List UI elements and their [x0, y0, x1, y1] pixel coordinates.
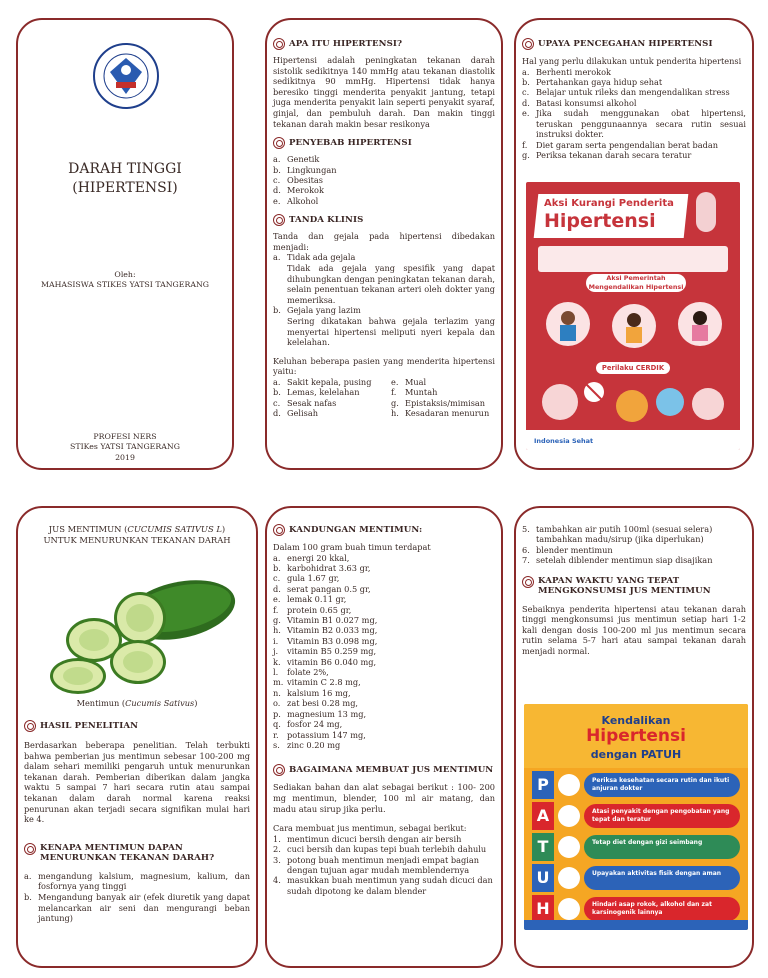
membuat-cara-intro: Cara membuat jus mentimun, sebagai berikut: — [273, 823, 467, 834]
patuh-letter: A — [532, 802, 554, 830]
list-item: k. vitamin B6 0.040 mg, — [273, 656, 377, 667]
jus-title: JUS MENTIMUN (CUCUMIS SATIVUS L) — [48, 524, 226, 534]
patuh-icon — [558, 836, 580, 858]
patuh-row-text: Upayakan aktivitas fisik dengan aman — [584, 866, 740, 890]
list-item: f. Diet garam serta pengendalian berat badan — [522, 140, 719, 150]
patuh-row-text: Hindari asap rokok, alkohol dan zat karsinogenik lainnya — [584, 897, 740, 921]
cucumber-image — [40, 570, 238, 696]
list-item: f. Muntah — [391, 387, 438, 398]
poster-illustration-bottom — [530, 378, 736, 430]
list-item: f. protein 0.65 gr, — [273, 604, 352, 615]
section-bullet-icon — [273, 214, 285, 226]
apa-text: Hipertensi adalah peningkatan tekanan darah sistolik sedikitnya 140 mmHg atau tekanan diastolik sedikitnya 90 mmHg. Hipertensi tidak hanya beresiko tinggi menderita penyakit jantung, tetapi juga menderita penyakit lain seperti penyakit syaraf, ginjal, dan pembuluh darah. Dan makin tinggi tekanan darah makin besar resikonya — [273, 55, 495, 129]
hipertensi-poster — [526, 182, 740, 450]
list-item: e. Mual — [391, 376, 427, 387]
list-item: d. Batasi konsumsi alkohol — [522, 97, 637, 108]
patuh-row — [532, 863, 740, 893]
apa-heading: APA ITU HIPERTENSI? — [273, 38, 495, 50]
list-item: b. Lingkungan — [273, 164, 337, 175]
cover-panel — [16, 18, 234, 470]
patuh-title-2: Hipertensi — [586, 726, 686, 746]
list-item: d. Gelisah — [273, 408, 318, 419]
patuh-poster — [524, 704, 748, 930]
list-item: j. vitamin B5 0.259 mg, — [273, 646, 377, 657]
cover-footer-line1: PROFESI NERS — [93, 432, 157, 441]
patuh-row-text: Tetap diet dengan gizi seimbang — [584, 835, 740, 859]
content-panel — [265, 506, 503, 968]
list-item: a. Genetik — [273, 154, 320, 165]
list-item: a. Sakit kepala, pusing — [273, 376, 372, 387]
penyebab-list — [273, 154, 495, 206]
list-item: b. Lemas, kelelahan — [273, 387, 360, 398]
kapan-heading: KAPAN WAKTU YANG TEPAT MENGKONSUMSI JUS MENTIMUN — [522, 576, 746, 596]
list-item: b. Mengandung banyak air (efek diuretik yang dapat melancarkan air seni dan mengurangi beban jantung) — [24, 891, 250, 924]
jus-title-line2: UNTUK MENURUNKAN TEKANAN DARAH — [43, 535, 231, 545]
kandungan-intro: Dalam 100 gram buah timun terdapat — [273, 542, 431, 552]
patuh-letter: U — [532, 864, 554, 892]
poster-sub: Aksi Pemerintah Mengendalikan Hipertensi — [586, 274, 686, 292]
tanda-b-title: Gejala yang lazim — [287, 305, 361, 316]
patuh-row — [532, 801, 740, 831]
list-item: e. Jika sudah menggunakan obat hipertensi, teruskan penggunaannya secara rutin sesuai instruksi dokter. — [522, 108, 746, 140]
patuh-icon — [558, 774, 580, 796]
list-item: 3. potong buah mentimun menjadi empat bagian dengan tujuan agar mudah memblendernya — [273, 854, 480, 875]
kandungan-list — [273, 553, 495, 751]
upaya-intro: Hal yang perlu dilakukan untuk penderita hipertensi — [522, 56, 742, 66]
list-item: d. serat pangan 0.5 gr, — [273, 583, 371, 594]
poster-illustration-top — [534, 296, 732, 358]
yatsi-logo — [92, 42, 160, 110]
section-bullet-icon — [522, 38, 534, 50]
list-item: p. magnesium 13 mg, — [273, 708, 367, 719]
cover-title-line1: DARAH TINGGI — [68, 161, 182, 177]
section-bullet-icon — [24, 843, 36, 855]
list-item: l. folate 2%, — [273, 667, 329, 678]
list-item: a. energi 20 kkal, — [273, 552, 350, 563]
list-item: e. Alkohol — [273, 195, 319, 206]
membuat-heading: BAGAIMANA MEMBUAT JUS MENTIMUN — [273, 764, 495, 776]
patuh-row — [532, 832, 740, 862]
patuh-letter: T — [532, 833, 554, 861]
list-item: d. Merokok — [273, 185, 324, 196]
list-item: g. Periksa tekanan darah secara teratur — [522, 150, 692, 161]
list-item: g. Epistaksis/mimisan — [391, 397, 486, 408]
upaya-heading: UPAYA PENCEGAHAN HIPERTENSI — [522, 38, 746, 50]
keluhan-columns — [273, 377, 495, 419]
cover-footer-line2: STIKes YATSI TANGERANG — [70, 442, 180, 452]
kapan-text: Sebaiknya penderita hipertensi atau tekanan darah tinggi mengkonsumsi jus mentimun setiap hari 1-2 kali dengan dosis 100-200 ml jus mentimun secara rutin selama 5-7 hari atau sampai tekanan darah menjadi normal. — [522, 603, 746, 656]
patuh-letter: H — [532, 895, 554, 923]
upaya-list — [522, 67, 746, 161]
tanda-b-text: Sering dikatakan bahwa gejala terlazim yang menyertai hipertensi meliputi nyeri kepala dan kelelahan. — [287, 315, 495, 348]
cover-title-line2: (HIPERTENSI) — [72, 180, 178, 196]
section-bullet-icon — [273, 38, 285, 50]
keluhan-intro: Keluhan beberapa pasien yang menderita hipertensi yaitu: — [273, 355, 495, 377]
patuh-icon — [558, 805, 580, 827]
poster-title-2: Hipertensi — [544, 210, 656, 232]
patuh-letter: P — [532, 771, 554, 799]
list-item: q. fosfor 24 mg, — [273, 719, 343, 730]
section-bullet-icon — [273, 524, 285, 536]
list-item: a. mengandung kalsium, magnesium, kalium, dan fosfornya yang tinggi — [24, 870, 250, 892]
section-bullet-icon — [273, 764, 285, 776]
patuh-title-1: Kendalikan — [601, 714, 671, 727]
patuh-row — [532, 770, 740, 800]
list-item: s. zinc 0.20 mg — [273, 739, 341, 750]
list-item: 2. cuci bersih dan kupas tepi buah terlebih dahulu — [273, 844, 487, 855]
kandungan-heading: KANDUNGAN MENTIMUN: — [273, 524, 495, 536]
tanda-a-text: Tidak ada gejala yang spesifik yang dapat dihubungkan dengan peningkatan tekanan darah, selain penentuan tekanan arteri oleh dokter yang memeriksa. — [287, 262, 495, 305]
list-item: i. Vitamin B3 0.098 mg, — [273, 635, 378, 646]
list-item: o. zat besi 0.28 mg, — [273, 698, 359, 709]
section-bullet-icon — [273, 137, 285, 149]
list-item: m. vitamin C 2.8 mg, — [273, 677, 361, 688]
kenapa-heading: KENAPA MENTIMUN DAPAN MENURUNKAN TEKANAN DARAH? — [24, 843, 250, 863]
list-item: 1. mentimun dicuci bersih dengan air bersih — [273, 833, 462, 844]
thermometer-icon — [696, 192, 716, 232]
section-bullet-icon — [24, 720, 36, 732]
patuh-icon — [558, 867, 580, 889]
patuh-rows — [532, 770, 740, 925]
list-item: c. Belajar untuk rileks dan mengendalikan stress — [522, 87, 730, 98]
list-item: 4. masukkan buah mentimun yang sudah dicuci dan sudah dipotong ke dalam blender — [273, 875, 493, 896]
hasil-text: Berdasarkan beberapa penelitian. Telah terbukti bahwa pemberian jus mentimun sebesar 100-200 mg dalam sehari memiliki pengaruh untuk menurunkan tekanan darah. Pemberian diberikan dalam jangka waktu 5 sampai 7 hari secara rutin atau sampai tekanan dalam darah normal karena reaksi penurunan akan terjadi secara signifikan mulai hari ke 4. — [24, 740, 250, 825]
timing-panel — [514, 506, 754, 968]
section-bullet-icon — [522, 576, 534, 588]
list-item: n. kalsium 16 mg, — [273, 687, 351, 698]
hasil-heading: HASIL PENELITIAN — [24, 720, 250, 732]
poster-cerdik: Perilaku CERDIK — [596, 362, 670, 374]
list-item: c. Obesitas — [273, 174, 323, 185]
cover-footer-line3: 2019 — [115, 452, 135, 462]
cucumber-panel — [16, 506, 258, 968]
list-item: a. Berhenti merokok — [522, 66, 611, 77]
cover-by-label: Oleh: — [114, 270, 136, 279]
tanda-intro: Tanda dan gejala pada hipertensi dibedakan menjadi: — [273, 231, 495, 252]
poster-brand: Indonesia Sehat — [534, 437, 594, 445]
list-item: c. gula 1.67 gr, — [273, 573, 340, 584]
patuh-title-3: dengan PATUH — [590, 748, 682, 761]
cucumber-caption: Mentimun (Cucumis Sativus) — [76, 698, 198, 708]
list-item: b. Pertahankan gaya hidup sehat — [522, 77, 663, 87]
patuh-row-text: Atasi penyakit dengan pengobatan yang tepat dan teratur — [584, 804, 740, 828]
definition-panel: APA ITU HIPERTENSI? Hipertensi adalah peningkatan tekanan darah sistolik sedikitnya 140 mmHg atau tekanan diastolik sedikitnya 90 mmHg. Hipertensi tidak hanya beresiko tinggi menderita penyakit jantung, tetapi juga menderita penyakit lain seperti penyakit syaraf, ginjal, dan pembuluh darah. Dan makin tinggi tekanan darah makin besar resikonya PENYEBAB HIPERTENSI a. Genetik b. Lingkungan c. Obesitas d. Merokok e. Alkohol TANDA KLINIS Tanda dan gejala pada hipertensi dibedakan menjadi: a. Tidak ada gejala Tidak ada gejala yang spesifik yang dapat dihubungkan dengan peningkatan tekanan darah, selain penentuan tekanan arteri oleh dokter yang memeriksa. b. Gejala yang lazim Sering dikatakan bahwa gejala terlazim yang menyertai hipertensi meliputi nyeri kepala dan kelelahan. Keluhan beberapa pasien yang menderita hipertensi yaitu: a. Sakit kepala, pusing b. Lemas, kelelahan c. Sesak nafas d. Gelisah e. Mual f. Muntah g. Epistaksis/mimisan h. Kesadaran menurun — [265, 18, 503, 470]
poster-title-1: Aksi Kurangi Penderita — [544, 198, 674, 209]
membuat-steps-cont — [522, 524, 746, 566]
cover-by-name: MAHASISWA STIKES YATSI TANGERANG — [40, 280, 210, 289]
membuat-steps — [273, 834, 495, 896]
penyebab-heading: PENYEBAB HIPERTENSI — [273, 137, 495, 149]
list-item: h. Kesadaran menurun — [391, 408, 490, 419]
list-item: h. Vitamin B2 0.033 mg, — [273, 625, 378, 636]
membuat-bahan: Sediakan bahan dan alat sebagai berikut : 100- 200 mg mentimun, blender, 100 ml air matang, dan madu atau sirup jika perlu. — [273, 782, 495, 814]
list-item: 5. tambahkan air putih 100ml (sesuai selera) tambahkan madu/sirup (jika diperlukan) — [522, 524, 713, 545]
list-item: c. Sesak nafas — [273, 397, 337, 408]
patuh-row-text: Periksa kesehatan secara rutin dan ikuti anjuran dokter — [584, 773, 740, 797]
prevention-panel — [514, 18, 754, 470]
tanda-heading: TANDA KLINIS — [273, 214, 495, 226]
tanda-a-title: Tidak ada gejala — [287, 252, 356, 263]
kenapa-list — [24, 871, 250, 924]
list-item: r. potassium 147 mg, — [273, 729, 366, 740]
list-item: g. Vitamin B1 0.027 mg, — [273, 615, 378, 626]
list-item: b. karbohidrat 3.63 gr, — [273, 563, 371, 573]
patuh-icon — [558, 898, 580, 920]
list-item: e. lemak 0.11 gr, — [273, 594, 347, 605]
list-item: 7. setelah diblender mentimun siap disajikan — [522, 555, 713, 566]
list-item: 6. blender mentimun — [522, 544, 613, 555]
